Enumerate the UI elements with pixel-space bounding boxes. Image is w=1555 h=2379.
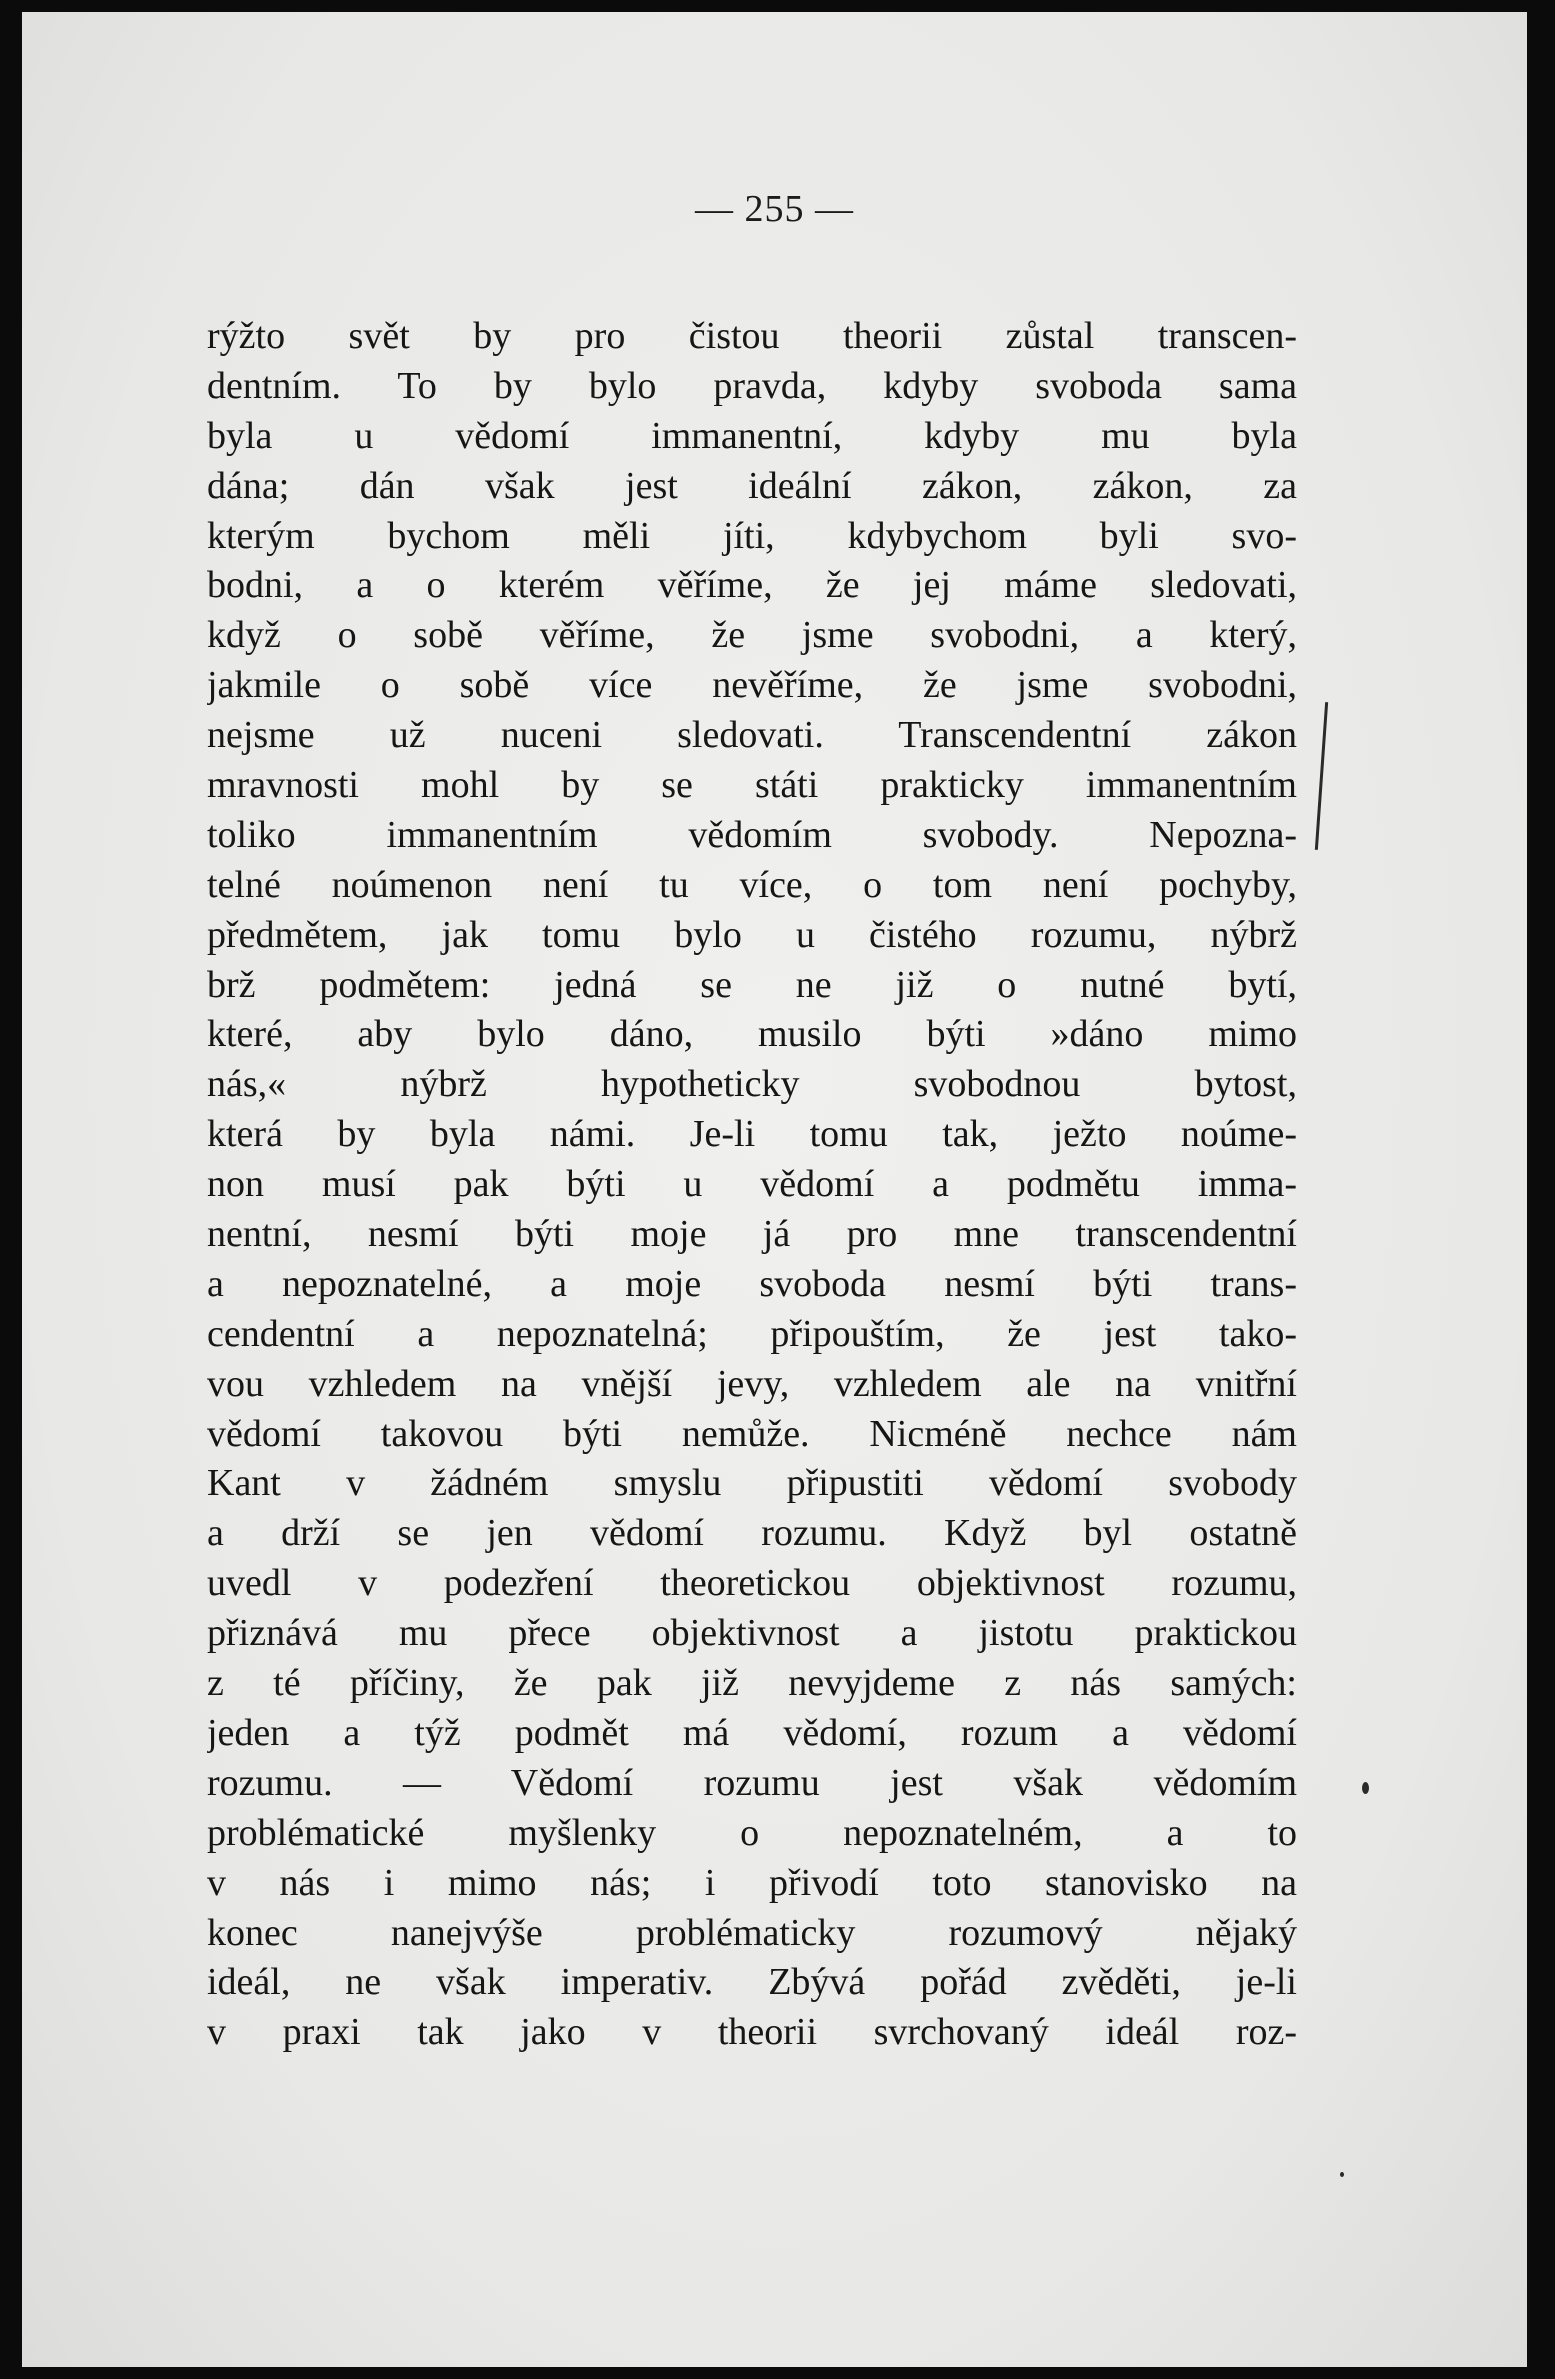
text-line: a nepoznatelné, a moje svoboda nesmí býti trans- (207, 1262, 1297, 1305)
margin-speck (1340, 2172, 1344, 2177)
margin-speck (1362, 1782, 1369, 1794)
text-line: kterým bychom měli jíti, kdybychom byli svo- (207, 514, 1297, 557)
text-line: a drží se jen vědomí rozumu. Když byl ostatně (207, 1512, 1297, 1555)
text-line: konec nanejvýše problématicky rozumový nějaký (207, 1911, 1297, 1954)
text-line: nentní, nesmí býti moje já pro mne transcendentní (207, 1213, 1297, 1256)
text-line: Kant v žádném smyslu připustiti vědomí svobody (207, 1462, 1297, 1505)
text-line: nejsme už nuceni sledovati. Transcendentní zákon (207, 714, 1297, 757)
text-line: která by byla námi. Je-li tomu tak, ježto noúme- (207, 1113, 1297, 1156)
text-line: rýžto svět by pro čistou theorii zůstal transcen- (207, 315, 1297, 357)
body-text (207, 312, 1297, 2058)
text-line: přiznává mu přece objektivnost a jistotu praktickou (207, 1612, 1297, 1655)
text-line: v nás i mimo nás; i přivodí toto stanovisko na (207, 1861, 1297, 1904)
text-line: uvedl v podezření theoretickou objektivnost rozumu, (207, 1562, 1297, 1605)
text-line: toliko immanentním vědomím svobody. Nepozna- (207, 813, 1297, 856)
text-line: předmětem, jak tomu bylo u čistého rozumu, nýbrž (207, 913, 1297, 956)
text-line: v praxi tak jako v theorii svrchovaný ideál roz- (207, 2011, 1297, 2054)
text-line: jakmile o sobě více nevěříme, že jsme svobodni, (207, 664, 1297, 707)
book-page (22, 12, 1527, 2367)
text-line: non musí pak býti u vědomí a podmětu imma- (207, 1163, 1297, 1206)
text-line: které, aby bylo dáno, musilo býti »dáno mimo (207, 1013, 1297, 1056)
margin-mark (1315, 702, 1328, 850)
text-line: dentním. To by bylo pravda, kdyby svoboda sama (207, 364, 1297, 407)
text-line: nás,« nýbrž hypotheticky svobodnou bytost, (207, 1063, 1297, 1106)
text-line: telné noúmenon není tu více, o tom není pochyby, (207, 863, 1297, 906)
text-line: dána; dán však jest ideální zákon, zákon, za (207, 464, 1297, 507)
text-line: brž podmětem: jedná se ne již o nutné bytí, (207, 963, 1297, 1006)
text-line: byla u vědomí immanentní, kdyby mu byla (207, 414, 1297, 457)
text-line: cendentní a nepoznatelná; připouštím, že jest tako- (207, 1312, 1297, 1355)
text-line: ideál, ne však imperativ. Zbývá pořád zvěděti, je-li (207, 1961, 1297, 2004)
text-line: bodni, a o kterém věříme, že jej máme sledovati, (207, 564, 1297, 607)
text-line: rozumu. — Vědomí rozumu jest však vědomím (207, 1761, 1297, 1804)
text-line: mravnosti mohl by se státi prakticky immanentním (207, 764, 1297, 807)
text-line: když o sobě věříme, že jsme svobodni, a který, (207, 614, 1297, 657)
text-line: problématické myšlenky o nepoznatelném, a to (207, 1811, 1297, 1854)
text-line: vou vzhledem na vnější jevy, vzhledem ale na vnitřní (207, 1362, 1297, 1405)
text-line: jeden a týž podmět má vědomí, rozum a vědomí (207, 1711, 1297, 1754)
text-line: vědomí takovou býti nemůže. Nicméně nechce nám (207, 1412, 1297, 1455)
page-number: — 255 — (695, 188, 854, 230)
text-line: z té příčiny, že pak již nevyjdeme z nás samých: (207, 1662, 1297, 1705)
